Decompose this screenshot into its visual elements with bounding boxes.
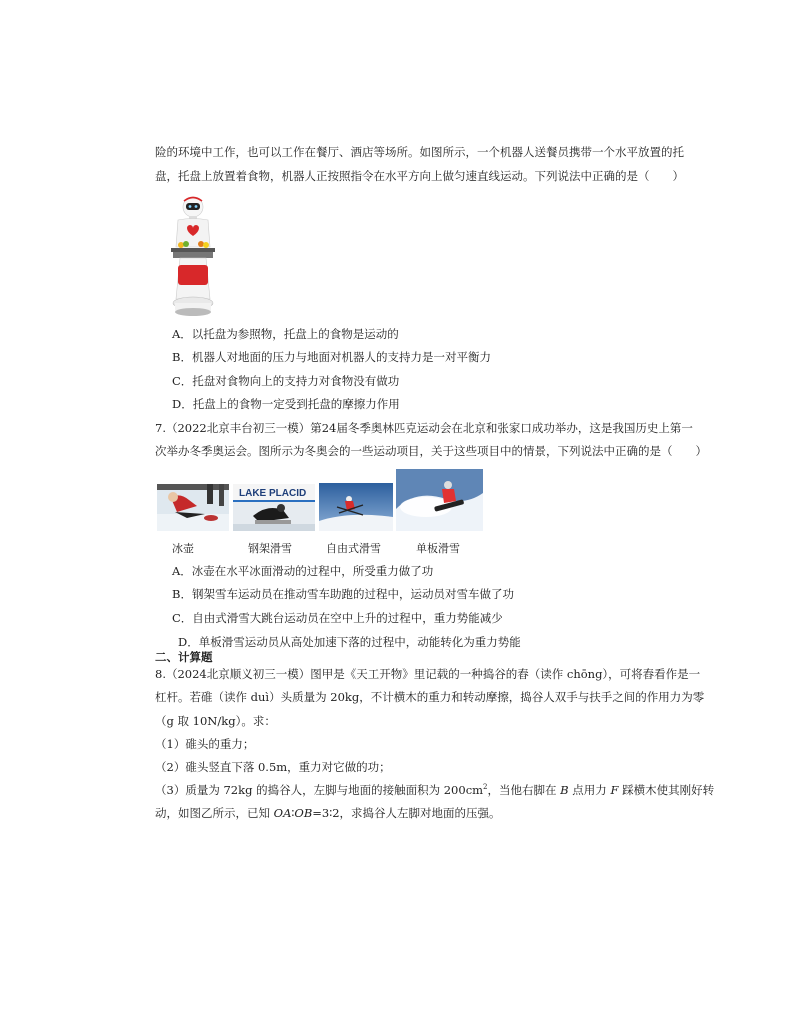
q8-sub2: （2）碓头竖直下落 0.5m，重力对它做的功； (155, 760, 391, 774)
q8-sub1: （1）碓头的重力； (155, 737, 255, 751)
q8-sub3-superscript: 2 (483, 783, 488, 792)
caption-freestyle: 自由式滑雪 (326, 542, 381, 555)
q6-option-c: C．托盘对食物向上的支持力对食物没有做功 (172, 374, 400, 388)
caption-skeleton: 钢架滑雪 (248, 542, 292, 555)
q7-option-c: C．自由式滑雪大跳台运动员在空中上升的过程中，重力势能减少 (172, 611, 503, 625)
q8-sub3-text-a: （3）质量为 72kg 的捣谷人，左脚与地面的接触面积为 200cm (155, 783, 484, 797)
q8-sub4-text-a: 动，如图乙所示，已知 (155, 806, 274, 820)
caption-snowboard: 单板滑雪 (416, 542, 460, 555)
section-heading-calculation: 二、计算题 (155, 650, 213, 664)
q7-option-b: B．钢架雪车运动员在推动雪车助跑的过程中，运动员对雪车做了功 (172, 587, 514, 601)
q8-sub4-text-b: =3∶2，求捣谷人左脚对地面的压强。 (312, 806, 501, 820)
q6-option-b: B．机器人对地面的压力与地面对机器人的支持力是一对平衡力 (172, 350, 491, 364)
freestyle-skiing-image (319, 483, 393, 531)
q7-option-d: D．单板滑雪运动员从高处加速下落的过程中，动能转化为重力势能 (178, 635, 521, 649)
q8-sub3 (155, 782, 714, 798)
q8-force-f: F (610, 783, 619, 797)
q6-option-d: D．托盘上的食物一定受到托盘的摩擦力作用 (172, 397, 400, 411)
q8-stem-line2: 杠杆。若碓（读作 duì）头质量为 20kg，不计横木的重力和转动摩擦，捣谷人双手与扶手之间的作用力为零 (155, 690, 705, 704)
q8-sub3-text-c: 点用力 (568, 783, 611, 797)
q6-stem-line2: 盘，托盘上放置着食物，机器人正按照指令在水平方向上做匀速直线运动。下列说法中正确的是（ ） (155, 169, 684, 183)
caption-curling: 冰壶 (172, 542, 194, 555)
q8-ratio-colon: ∶ (291, 806, 295, 820)
skeleton-image (233, 484, 315, 531)
q8-sub4 (155, 805, 501, 821)
q8-stem-line3: （g 取 10N/kg）。求： (155, 714, 276, 728)
q6-option-a: A．以托盘为参照物，托盘上的食物是运动的 (172, 327, 399, 341)
q8-point-b: B (560, 783, 569, 797)
q8-sub3-text-d: 踩横木使其刚好转 (618, 783, 715, 797)
q7-stem-line2: 次举办冬季奥运会。图所示为冬奥会的一些运动项目，关于这些项目中的情景，下列说法中正确的是（ ） (155, 444, 707, 458)
q7-option-a: A．冰壶在水平冰面滑动的过程中，所受重力做了功 (172, 564, 434, 578)
curling-image (157, 484, 229, 531)
lake-placid-sign: LAKE PLACID (239, 488, 307, 499)
snowboard-image (396, 469, 483, 531)
q6-stem-line1: 险的环境中工作，也可以工作在餐厅、酒店等场所。如图所示，一个机器人送餐员携带一个水平放置的托 (155, 145, 684, 159)
q8-sub3-text-b: ，当他右脚在 (487, 783, 561, 797)
robot-waiter-image (168, 195, 218, 317)
q7-stem-line1: 7.（2022北京丰台初三一模）第24届冬季奥林匹克运动会在北京和张家口成功举办，这是我国历史上第一 (155, 421, 693, 435)
q8-segment-oa: OA (273, 806, 292, 820)
q8-segment-ob: OB (294, 806, 313, 820)
q8-stem-line1: 8.（2024北京顺义初三一模）图甲是《天工开物》里记载的一种捣谷的舂（读作 chōng），可将舂看作是一 (155, 667, 701, 681)
